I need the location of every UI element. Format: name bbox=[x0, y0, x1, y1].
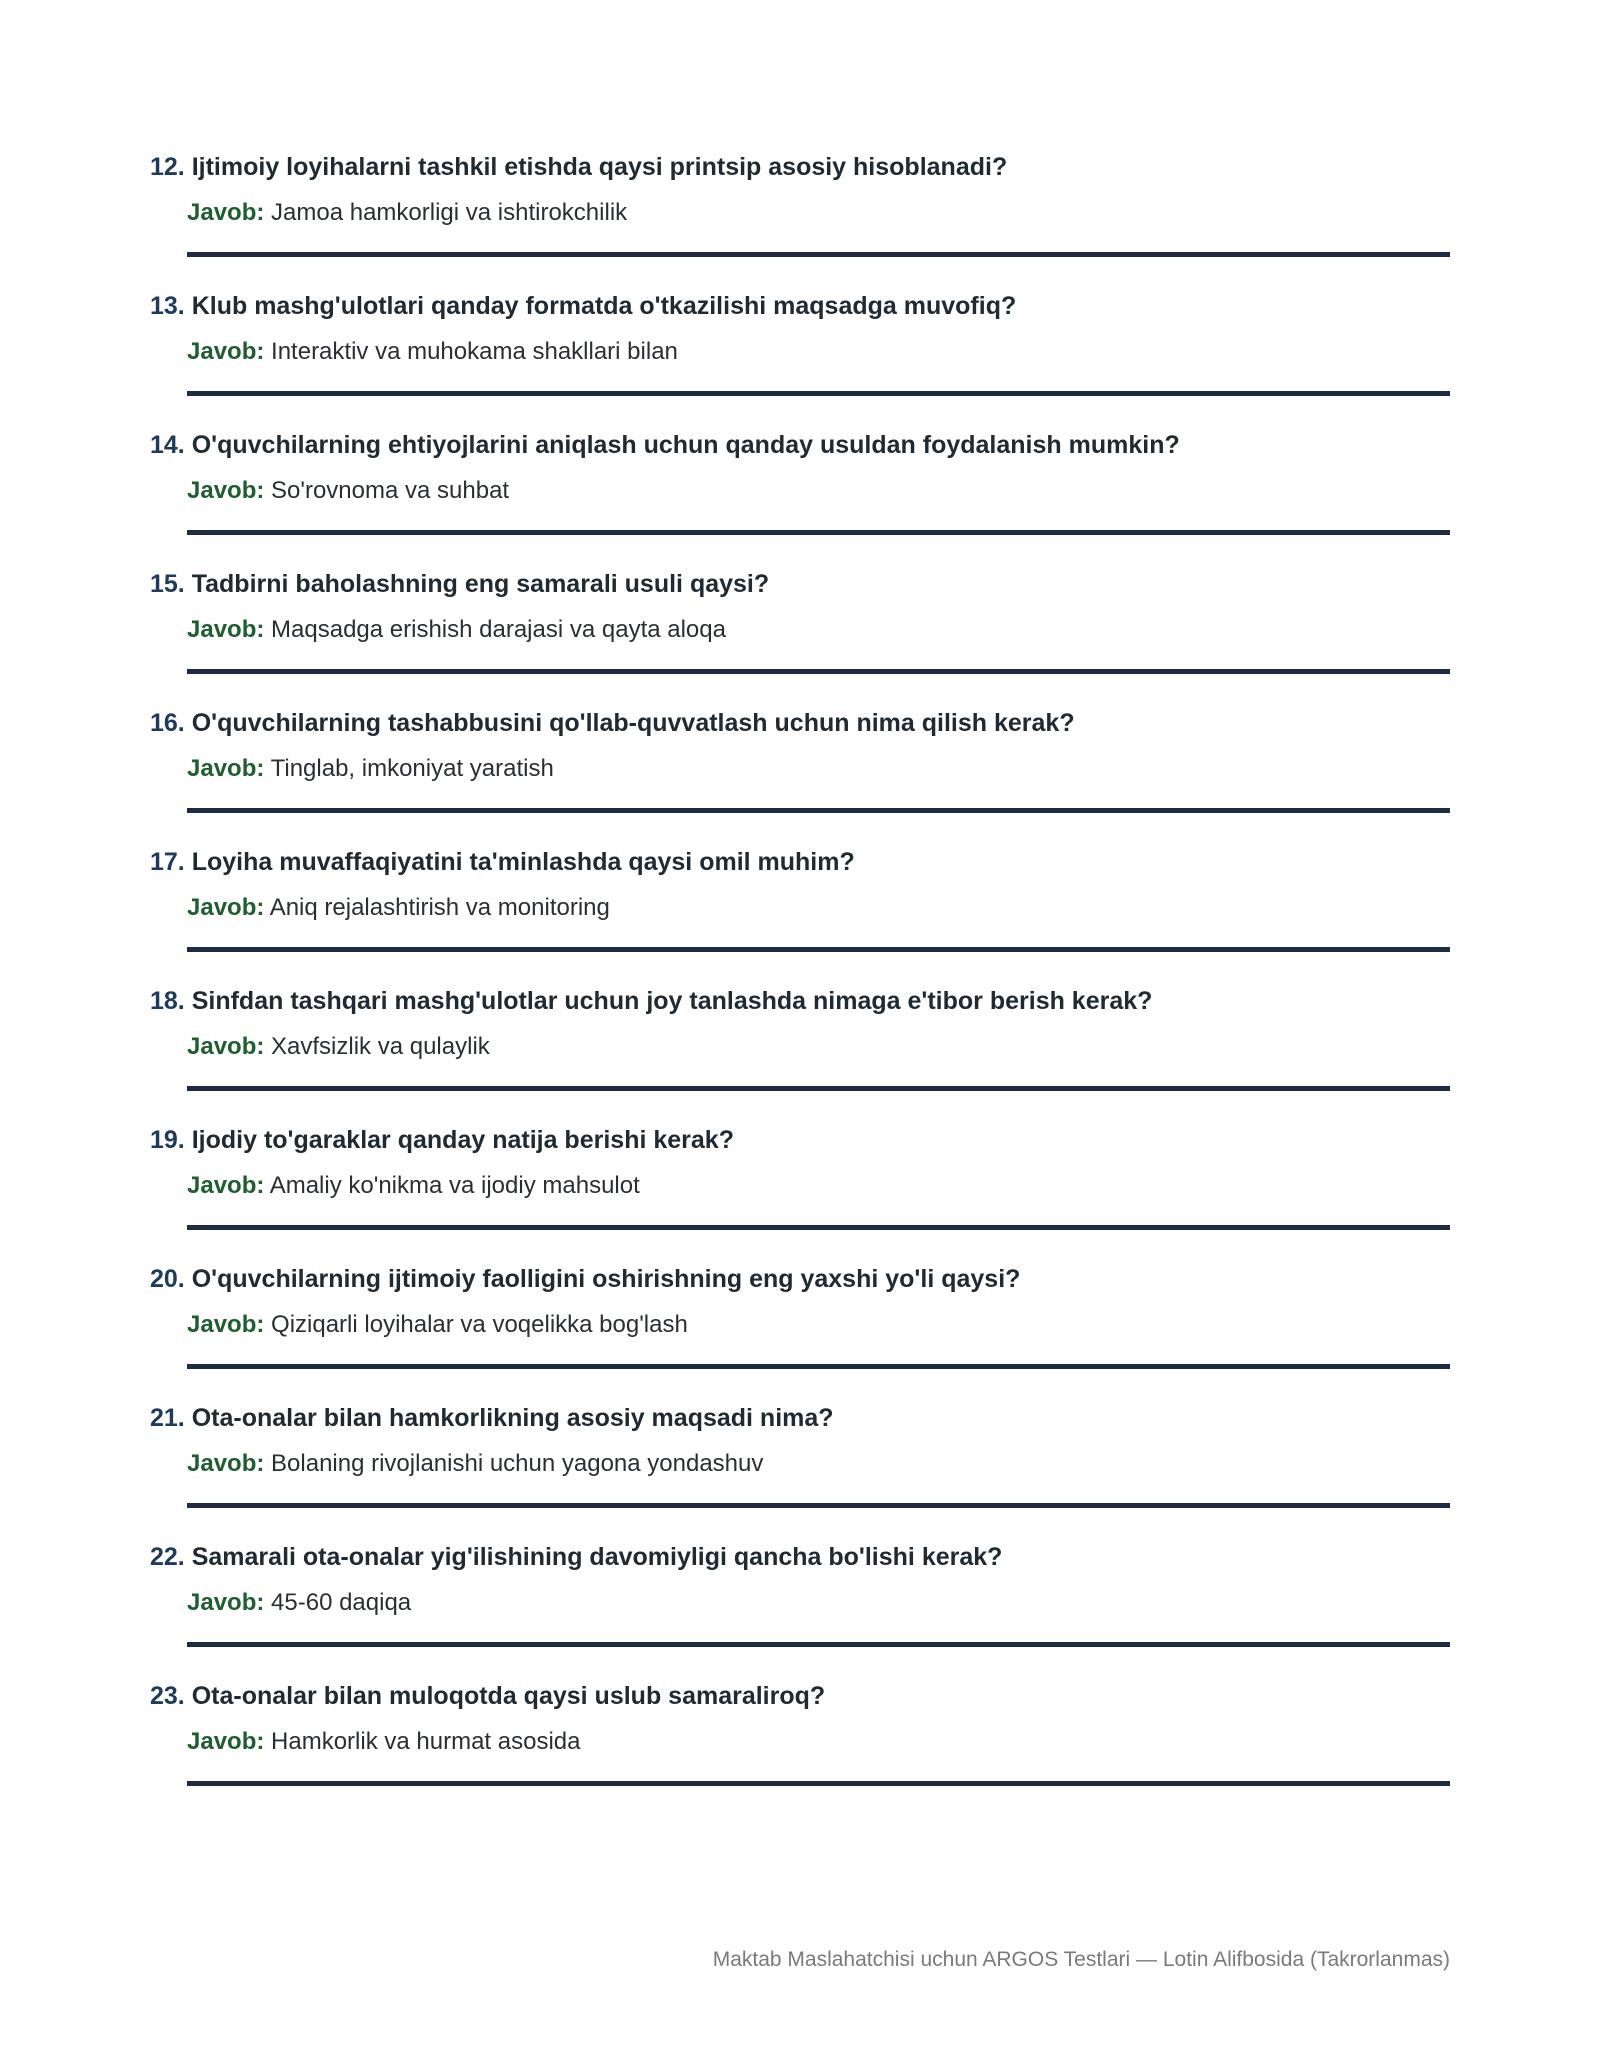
question-number: 20. bbox=[150, 1265, 185, 1293]
question-label: Samarali ota-onalar yig'ilishining davomiyligi qancha bo'lishi kerak? bbox=[191, 1543, 1003, 1571]
answer-value: Qiziqarli loyihalar va voqelikka bog'lash bbox=[271, 1311, 688, 1338]
question-text bbox=[150, 1680, 825, 1712]
divider bbox=[187, 1086, 1450, 1091]
question-number: 16. bbox=[150, 709, 185, 737]
divider bbox=[187, 391, 1450, 396]
qa-item-17 bbox=[150, 840, 1450, 979]
divider bbox=[187, 1781, 1450, 1786]
question-number: 23. bbox=[150, 1682, 185, 1710]
answer-text bbox=[187, 1171, 640, 1201]
question-number: 12. bbox=[150, 153, 185, 181]
question-label: Sinfdan tashqari mashg'ulotlar uchun joy tanlashda nimaga e'tibor berish kerak? bbox=[191, 987, 1153, 1015]
answer-label: Javob: bbox=[187, 338, 265, 365]
divider bbox=[187, 1364, 1450, 1369]
qa-item-18 bbox=[150, 979, 1450, 1118]
answer-text bbox=[187, 1032, 490, 1062]
answer-value: Xavfsizlik va qulaylik bbox=[271, 1033, 490, 1060]
answer-label: Javob: bbox=[187, 477, 265, 504]
question-number: 19. bbox=[150, 1126, 185, 1154]
answer-value: Tinglab, imkoniyat yaratish bbox=[270, 755, 554, 782]
question-text bbox=[150, 151, 1007, 183]
qa-item-16 bbox=[150, 701, 1450, 840]
question-text bbox=[150, 707, 1075, 739]
answer-value: Hamkorlik va hurmat asosida bbox=[271, 1728, 581, 1755]
answer-value: 45-60 daqiqa bbox=[271, 1589, 412, 1616]
question-text bbox=[150, 846, 855, 878]
question-label: Klub mashg'ulotlari qanday formatda o'tkazilishi maqsadga muvofiq? bbox=[191, 292, 1017, 320]
answer-label: Javob: bbox=[187, 616, 265, 643]
answer-label: Javob: bbox=[187, 1589, 265, 1616]
question-label: Loyiha muvaffaqiyatini ta'minlashda qaysi omil muhim? bbox=[191, 848, 855, 876]
answer-label: Javob: bbox=[187, 1728, 265, 1755]
question-text bbox=[150, 290, 1016, 322]
question-text bbox=[150, 985, 1152, 1017]
divider bbox=[187, 947, 1450, 952]
question-text bbox=[150, 568, 769, 600]
question-text bbox=[150, 1541, 1002, 1573]
answer-label: Javob: bbox=[187, 1450, 265, 1477]
answer-label: Javob: bbox=[187, 1172, 265, 1199]
question-text bbox=[150, 429, 1180, 461]
question-number: 13. bbox=[150, 292, 185, 320]
question-text bbox=[150, 1124, 734, 1156]
answer-text bbox=[187, 1727, 580, 1757]
question-label: Ijodiy to'garaklar qanday natija berishi kerak? bbox=[191, 1126, 734, 1154]
answer-text bbox=[187, 893, 610, 923]
answer-label: Javob: bbox=[187, 894, 265, 921]
answer-text bbox=[187, 1449, 763, 1479]
page-footer: Maktab Maslahatchisi uchun ARGOS Testlari — Lotin Alifbosida (Takrorlanmas) bbox=[712, 1948, 1450, 1971]
question-label: O'quvchilarning ehtiyojlarini aniqlash uchun qanday usuldan foydalanish mumkin? bbox=[191, 431, 1180, 459]
answer-value: So'rovnoma va suhbat bbox=[271, 477, 510, 504]
qa-list bbox=[150, 145, 1450, 1813]
answer-value: Amaliy ko'nikma va ijodiy mahsulot bbox=[269, 1172, 640, 1199]
answer-label: Javob: bbox=[187, 1033, 265, 1060]
answer-label: Javob: bbox=[187, 199, 265, 226]
answer-value: Bolaning rivojlanishi uchun yagona yondashuv bbox=[271, 1450, 764, 1477]
question-number: 18. bbox=[150, 987, 185, 1015]
qa-item-19 bbox=[150, 1118, 1450, 1257]
question-number: 21. bbox=[150, 1404, 185, 1432]
divider bbox=[187, 1503, 1450, 1508]
question-text bbox=[150, 1263, 1020, 1295]
answer-label: Javob: bbox=[187, 755, 265, 782]
answer-text bbox=[187, 1588, 411, 1618]
question-number: 15. bbox=[150, 570, 185, 598]
question-label: O'quvchilarning ijtimoiy faolligini oshirishning eng yaxshi yo'li qaysi? bbox=[191, 1265, 1021, 1293]
answer-label: Javob: bbox=[187, 1311, 265, 1338]
answer-text bbox=[187, 198, 627, 228]
question-number: 14. bbox=[150, 431, 185, 459]
question-label: Ota-onalar bilan muloqotda qaysi uslub samaraliroq? bbox=[191, 1682, 826, 1710]
answer-value: Maqsadga erishish darajasi va qayta aloqa bbox=[271, 616, 726, 643]
qa-item-23 bbox=[150, 1674, 1450, 1813]
divider bbox=[187, 530, 1450, 535]
question-label: Ota-onalar bilan hamkorlikning asosiy maqsadi nima? bbox=[191, 1404, 834, 1432]
qa-item-14 bbox=[150, 423, 1450, 562]
question-label: O'quvchilarning tashabbusini qo'llab-quvvatlash uchun nima qilish kerak? bbox=[191, 709, 1075, 737]
qa-item-15 bbox=[150, 562, 1450, 701]
answer-value: Interaktiv va muhokama shakllari bilan bbox=[271, 338, 678, 365]
answer-text bbox=[187, 615, 726, 645]
answer-text bbox=[187, 337, 678, 367]
qa-item-22 bbox=[150, 1535, 1450, 1674]
question-number: 17. bbox=[150, 848, 185, 876]
divider bbox=[187, 1642, 1450, 1647]
divider bbox=[187, 252, 1450, 257]
divider bbox=[187, 808, 1450, 813]
answer-text bbox=[187, 1310, 688, 1340]
question-number: 22. bbox=[150, 1543, 185, 1571]
question-text bbox=[150, 1402, 834, 1434]
question-label: Tadbirni baholashning eng samarali usuli qaysi? bbox=[191, 570, 770, 598]
divider bbox=[187, 1225, 1450, 1230]
answer-value: Aniq rejalashtirish va monitoring bbox=[269, 894, 610, 921]
answer-value: Jamoa hamkorligi va ishtirokchilik bbox=[271, 199, 628, 226]
answer-text bbox=[187, 476, 509, 506]
qa-item-20 bbox=[150, 1257, 1450, 1396]
answer-text bbox=[187, 754, 554, 784]
question-label: Ijtimoiy loyihalarni tashkil etishda qaysi printsip asosiy hisoblanadi? bbox=[191, 153, 1008, 181]
qa-item-12 bbox=[150, 145, 1450, 284]
divider bbox=[187, 669, 1450, 674]
qa-item-21 bbox=[150, 1396, 1450, 1535]
qa-item-13 bbox=[150, 284, 1450, 423]
